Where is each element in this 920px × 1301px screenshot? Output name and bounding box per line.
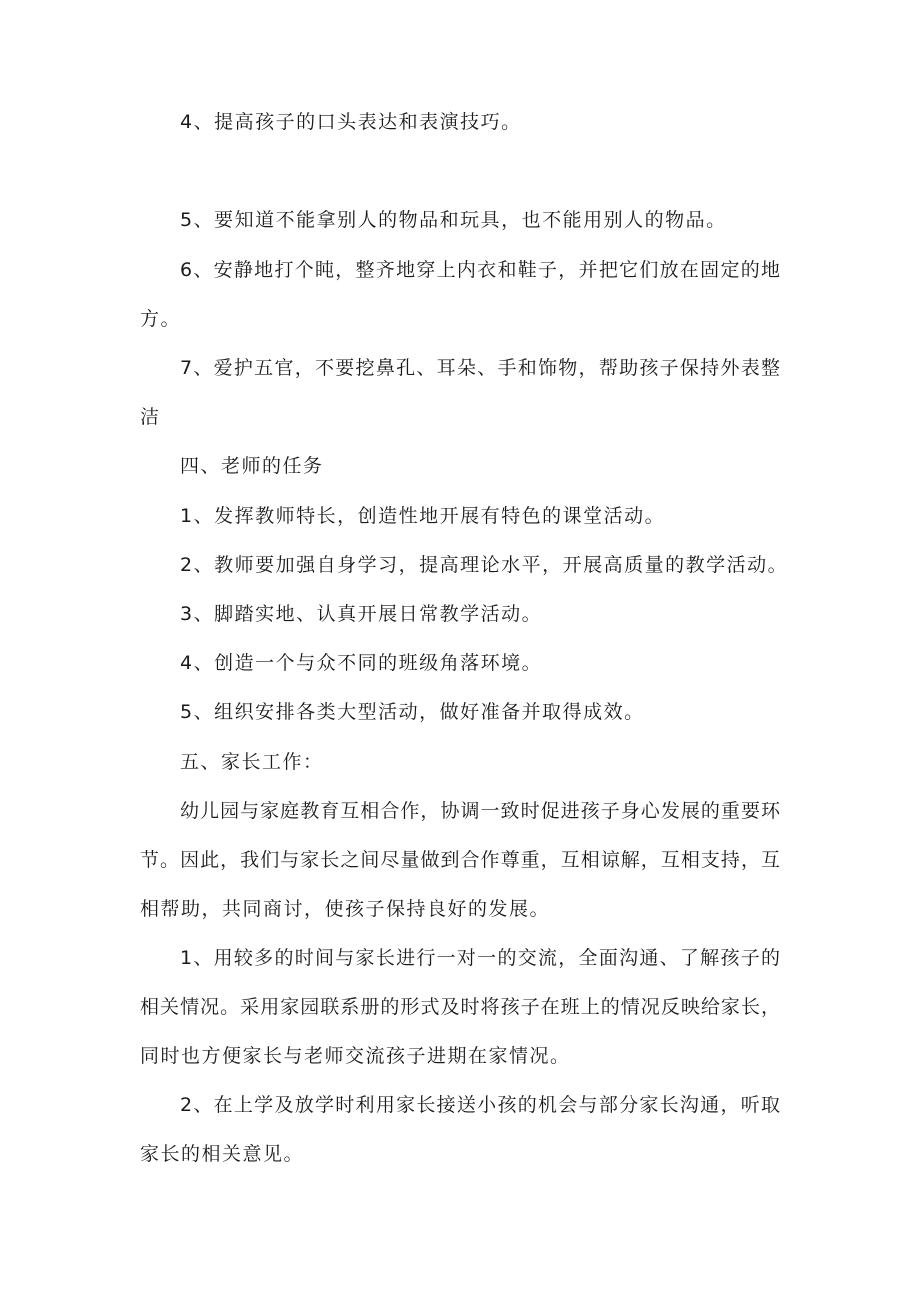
goal-item-5: 5、要知道不能拿别人的物品和玩具，也不能用别人的物品。 (180, 209, 727, 231)
goal-item-7-line-1: 7、爱护五官，不要挖鼻孔、耳朵、手和饰物，帮助孩子保持外表整 (180, 357, 780, 379)
parent-intro-line-3: 相帮助，共同商讨，使孩子保持良好的发展。 (140, 898, 551, 920)
parent-intro-line-1: 幼儿园与家庭教育互相合作，协调一致时促进孩子身心发展的重要环 (180, 800, 780, 822)
teacher-task-2: 2、教师要加强自身学习，提高理论水平，开展高质量的教学活动。 (180, 554, 789, 576)
goal-item-6-line-1: 6、安静地打个盹，整齐地穿上内衣和鞋子，并把它们放在固定的地 (180, 259, 780, 281)
teacher-task-5: 5、组织安排各类大型活动，做好准备并取得成效。 (180, 701, 645, 723)
section-heading-parent-work: 五、家长工作： (180, 751, 324, 773)
parent-item-1-line-3: 同时也方便家长与老师交流孩子进期在家情况。 (140, 1045, 571, 1067)
teacher-task-4: 4、创造一个与众不同的班级角落环境。 (180, 652, 543, 674)
parent-intro-line-2: 节。因此，我们与家长之间尽量做到合作尊重，互相谅解，互相支持，互 (140, 849, 780, 871)
teacher-task-1: 1、发挥教师特长，创造性地开展有特色的课堂活动。 (180, 505, 666, 527)
goal-item-4: 4、提高孩子的口头表达和表演技巧。 (180, 111, 522, 133)
parent-item-1-line-2: 相关情况。采用家园联系册的形式及时将孩子在班上的情况反映给家长， (140, 996, 780, 1018)
goal-item-6-line-2: 方。 (140, 308, 182, 330)
goal-item-7-line-2: 洁 (140, 406, 161, 428)
teacher-task-3: 3、脚踏实地、认真开展日常教学活动。 (180, 603, 543, 625)
section-heading-teacher-tasks: 四、老师的任务 (180, 455, 324, 477)
parent-item-1-line-1: 1、用较多的时间与家长进行一对一的交流，全面沟通、了解孩子的 (180, 947, 780, 969)
parent-item-2-line-1: 2、在上学及放学时利用家长接送小孩的机会与部分家长沟通，听取 (180, 1094, 780, 1116)
parent-item-2-line-2: 家长的相关意见。 (140, 1143, 305, 1165)
